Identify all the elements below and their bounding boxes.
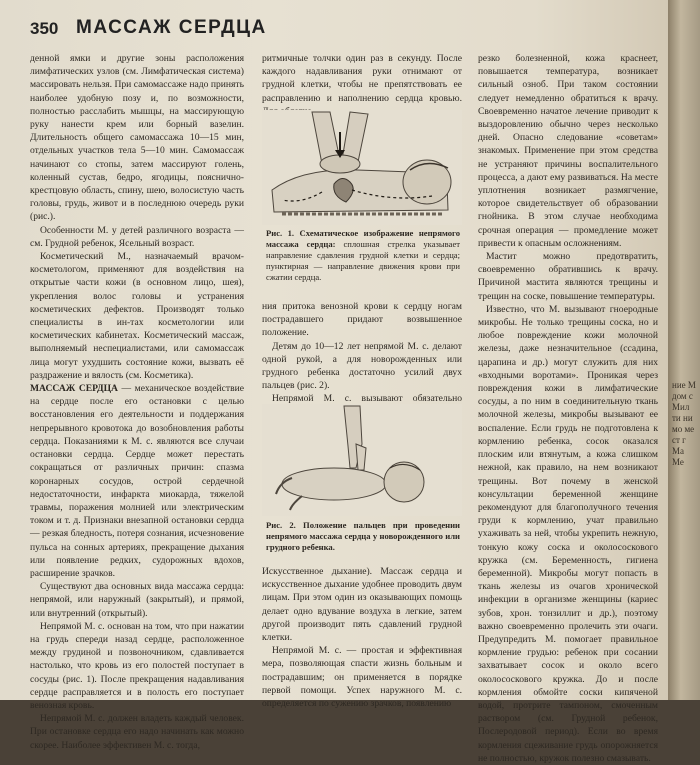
paragraph: Известно, что М. вызывают гноеродные микробы. Не только трещины соска, но и любое повреждение кожи молочной железы, даже незначительное (ссадина, царапина и др.) могут служить для них «входными воротами». Проникая через повреждения кожи в лимфатические сосуды, а по ним в соединительную ткань молочной железы, микробы вызывают ее воспаление. Если грудь не подготовлена к кормлению ребенка, сосок оказался плоским или втянутым, а кожа слишком нежной, как правило, на нем возникают трещины. Вот почему в женской консультации беременной женщине рекомендуют для благополучного течения груди к кормлению, учат правильно ухаживать за ней, чтобы укрепить нежную, тонкую кожу соска и околососкового кружка (см. Беременность, гигиена беременной). Микробы могут попасть в ткань железы из очагов хронической инфекции в организме женщины (кариес зубов, хрон. тонзиллит и др.), поэтому важно своевременно пролечить эти очаги. Предупредить М. помогает правильное кормление грудью: ребенок при сосании захватывает сосок и около всего околососкового кружка. До и после кормления обмойте соски кипяченой водой, протрите тампоном, смоченным раствором (см. Грудной ребенок, Послеродовой период). Если во время кормления сцеживание грудь опорожняется не полностью, кружок полезно смазывать.	[478, 303, 658, 764]
adjacent-page-edge	[668, 0, 700, 700]
entry-massage-heart	[30, 382, 244, 580]
paragraph: Мастит можно предотвратить, своевременно обратившись к врачу. Причиной мастита являются трещины и трещин на соске, повышение температуры.	[478, 251, 658, 302]
paragraph: денной ямки и другие зоны расположения лимфатических узлов (см. Лимфатическая система) массировать нельзя. При самомассаже надо принять наиболее удобную позу и, по возможности, полностью расслабить мышцы, на массирующую руку нанести крем или борный вазелин. Длительность общего самомассажа 10—15 мин, отдельных участков тела 5—10 мин. Самомассаж начинают со стопы, затем массируют голень, коленный сустав, бедро, ягодицы, пояснично-крестцовую область, спину, шею, волосистую часть головы, грудь, живот и в последнюю очередь руки (рис.).	[30, 53, 244, 223]
figure-2-caption	[266, 520, 460, 560]
text-column-left	[30, 52, 244, 751]
page-title: МАССАЖ СЕРДЦА	[76, 17, 267, 38]
paragraph: Косметический М., назначаемый врачом-косметологом, применяют для воздействия на открытые части кожи (в основном лицо, шея), укрепления волос головы и устранения косметических дефектов. Производят только специалисты в ин-тах косметологии или косметических кабинетах. Косметический массаж, выполняемый неспециалистами, или самомассаж лица могут ухудшить состояние кожи, вызвать её раздражение и вялость (см. Косметика).	[30, 251, 244, 381]
figure-1-caption	[266, 228, 460, 296]
text-column-middle-bottom	[262, 565, 462, 710]
paragraph: резко болезненной, кожа краснеет, повышается температура, возникает сильный озноб. При таком состоянии следует немедленно обратиться к врачу. Своевременно начатое лечение приводит к выздоровлению обычно через несколько дней. Опасно следование «советам» знакомых. Применение при этом средства не устраняют причины воспалительного процесса, а дают ему развиваться. На месте уплотнения возникает размягчение, которое свидетельствует об образовании гнойника. В этом случае необходима срочная операция — промедление может привести к опасным осложнениям.	[478, 53, 658, 249]
figure-1-caption-text: сплошная стрелка указывает направление сдавления грудной клетки и сердца; пунктирная — направление движения крови при сжатии сердца.	[266, 239, 461, 282]
adjacent-page-text: ние М дом с Мил ти ни мо ме ст г Ма Ме	[672, 380, 696, 467]
entry-term: МАССАЖ СЕРДЦА	[30, 383, 118, 395]
paragraph: ритмичные толчки один раз в секунду. После каждого надавливания руки отнимают от грудной клетки, чтобы не препятствовать ее расправлению и наполнению сердца кровью.	[262, 53, 462, 104]
paragraph: Существуют два основных вида массажа сердца: непрямой, или наружный (закрытый), и прямой, или внутренний (открытый).	[30, 581, 244, 619]
paragraph: Непрямой М. с. — простая и эффективная мера, позволяющая спасти жизнь больным и пострадавшим; он применяется в порядке первой помощи. Успех наружного М. с. определяется по сужению зрачков, появлению	[262, 645, 462, 710]
paragraph: Непрямой М. с. основан на том, что при нажатии на грудь спереди назад сердце, расположенное между грудиной и позвоночником, сдавливается настолько, что кровь из его полостей поступает в сосуды (рис. 1). После прекращения надавливания сердце расправляется и в полость его поступает венозная кровь.	[30, 620, 244, 711]
figure-1-cpr-illustration	[262, 110, 462, 225]
entry-definition: — механическое воздействие на сердце после его остановки с целью восстановления его деятельности и поддержания непрерывного кровотока до возобновления работы сердца. Показаниями к М. с. являются все случаи остановки сердца. Сердце может перестать сокращаться от различных причин: спазма коронарных сосудов, острой сердечной недостаточности, инфаркта миокарда, тяжелой травмы, поражения молнией или электрическим током и т. д. Признаки внезапной остановки сердца — резкая бледность, потеря сознания, исчезновение пульса на сонных артериях, прекращение дыхания или появление редких, судорожных вдохов, расширение зрачков.	[30, 383, 244, 579]
paragraph: Детям до 10—12 лет непрямой М. с. делают одной рукой, а для новорожденных или грудного ребенка достаточно усилий двух пальцев (рис. 2).	[262, 340, 462, 392]
text-column-middle-top	[262, 52, 462, 108]
text-column-middle	[262, 300, 462, 404]
paragraph: Искусственное дыхание). Массаж сердца и искусственное дыхание удобнее проводить двум лицам. При этом один из оказывающих помощь делает одно вдувание воздуха в легкие, затем другой производит пять сдавлений грудной клетки.	[262, 566, 462, 644]
paragraph: Особенности М. у детей различного возраста — см. Грудной ребенок, Ясельный возраст.	[30, 224, 244, 249]
figure-1-caption-title: Рис. 1. Схематическое изображение непрямого массажа сердца:	[266, 228, 460, 249]
page-number: 350	[30, 19, 59, 38]
paragraph: Непрямой М. с. должен владеть каждый человек. При остановке сердца его надо начинать как можно скорее. Наиболее эффективен М. с. тогда,	[30, 713, 244, 751]
text-column-right	[478, 52, 658, 764]
paragraph: Непрямой М. с. вызывают обязательно	[272, 393, 462, 405]
paragraph: ния притока венозной крови к сердцу ногам пострадавшего придают возвышенное положение.	[262, 301, 462, 339]
figure-2-infant-cpr-illustration	[262, 404, 462, 516]
figure-2-caption-title: Рис. 2. Положение пальцев при проведении непрямого массажа сердца у новорожденного или грудного ребенка.	[266, 520, 460, 552]
